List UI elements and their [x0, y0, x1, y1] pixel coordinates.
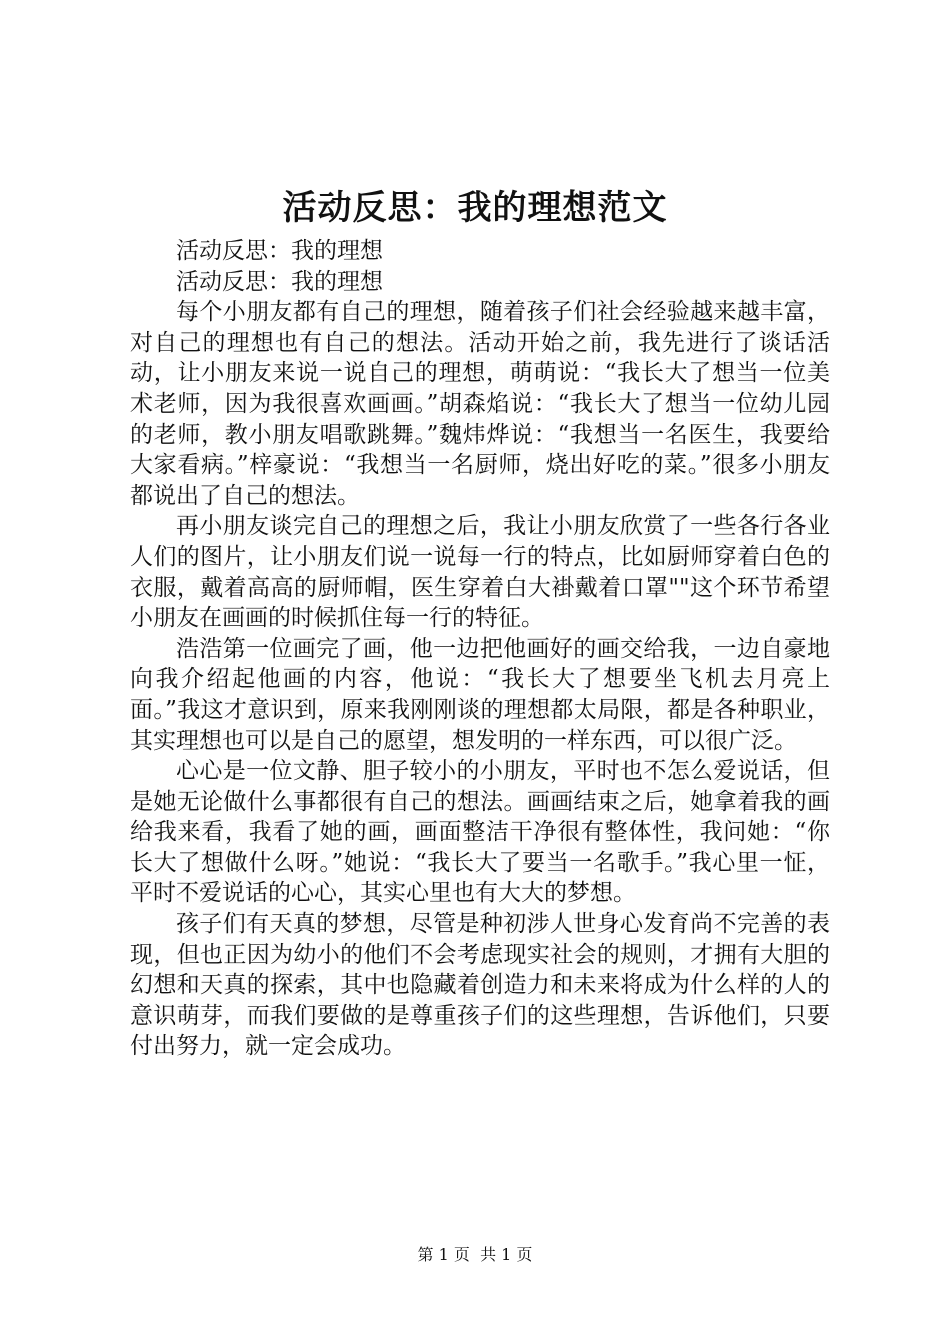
paragraph-subtitle-2: 活动反思：我的理想: [176, 268, 383, 295]
document-title: 活动反思：我的理想范文: [282, 188, 668, 228]
paragraph-5: 孩子们有天真的梦想，尽管是种初涉人世身心发育尚不完善的表现，但也正因为幼小的他们不会考虑现实社会的规则，才拥有大胆的幻想和天真的探索，其中也隐藏着创造力和未来将成为什么样的人的意识萌芽，而我们要做的是尊重孩子们的这些理想，告诉他们，只要付出努力，就一定会成功。: [130, 911, 830, 1060]
paragraph-3: 浩浩第一位画完了画，他一边把他画好的画交给我，一边自豪地向我介绍起他画的内容，他说：“我长大了想要坐飞机去月亮上面。”我这才意识到，原来我刚刚谈的理想都太局限，都是各种职业，其实理想也可以是自己的愿望，想发明的一样东西，可以很广泛。: [130, 635, 830, 754]
page-footer: [0, 1244, 950, 1266]
page-number-label: 第 1 页 共 1 页: [417, 1245, 533, 1264]
paragraph-subtitle-1: 活动反思：我的理想: [176, 238, 383, 264]
paragraph-1: 每个小朋友都有自己的理想，随着孩子们社会经验越来越丰富，对自己的理想也有自己的想法。活动开始之前，我先进行了谈话活动，让小朋友来说一说自己的理想，萌萌说：“我长大了想当一位美术老师，因为我很喜欢画画。”胡森焰说：“我长大了想当一位幼儿园的老师，教小朋友唱歌跳舞。”魏炜烨说：“我想当一名医生，我要给大家看病。”梓豪说：“我想当一名厨师，烧出好吃的菜。”很多小朋友都说出了自己的想法。: [130, 299, 830, 509]
paragraph-4: 心心是一位文静、胆子较小的小朋友，平时也不怎么爱说话，但是她无论做什么事都很有自己的想法。画画结束之后，她拿着我的画给我来看，我看了她的画，画面整洁干净很有整体性，我问她：“你长大了想做什么呀。”她说：“我长大了要当一名歌手。”我心里一怔，平时不爱说话的心心，其实心里也有大大的梦想。: [130, 758, 830, 907]
document-body: [130, 236, 830, 1062]
paragraph-2: 再小朋友谈完自己的理想之后，我让小朋友欣赏了一些各行各业人们的图片，让小朋友们说一说每一行的特点，比如厨师穿着白色的衣服，戴着高高的厨师帽，医生穿着白大褂戴着口罩""这个环节希望小朋友在画画的时候抓住每一行的特征。: [130, 513, 830, 632]
